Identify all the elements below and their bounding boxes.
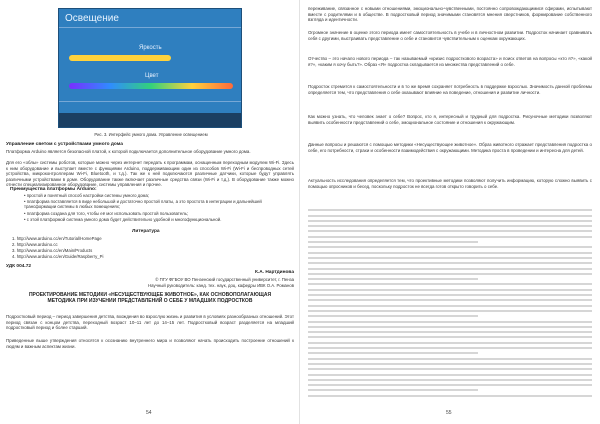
text-line bbox=[308, 278, 478, 280]
text-line bbox=[308, 358, 592, 360]
paragraph: Данные вопросы и решаются с помощью методики «Несуществующее животное». Образ животного отражает представления подростка о себе, его потребности, страхи и особенности взаимодействия с окружающими. Методика проста в проведении и интересна для детей. bbox=[308, 142, 592, 153]
platform-heading: Преимущества платформы Arduino: bbox=[10, 187, 97, 192]
lighting-interface-figure bbox=[58, 8, 242, 128]
reference-item: 4. http://www.arduino.cc/en/Guide/Raspberry_Pi bbox=[12, 254, 104, 259]
text-line bbox=[308, 374, 592, 376]
page-number: 55 bbox=[446, 410, 452, 416]
text-line bbox=[308, 305, 592, 307]
body-text-block bbox=[308, 206, 592, 400]
paragraph: Приведенные выше утверждения относятся к осознанию внутреннего мира и позволяют начать происходить построение отношений к людям и важным аспектам жизни. bbox=[6, 338, 294, 349]
affiliation: © ПГУ ФГБОУ ВО Пензенский государственный университет, г. Пенза bbox=[155, 277, 294, 282]
figure-footer bbox=[59, 113, 241, 127]
paragraph: Как можно узнать, что человек знает о себе? Вопрос, кто я, интересный и трудный для подростка. Рисуночные методики позволяют выявить особенности представлений о себе, эмоциональное состояние и отношения к окружающим. bbox=[308, 114, 592, 125]
paragraph: Подросток стремится к самостоятельности и в то же время сохраняет потребность в поддержке взрослых. Значимость данной проблемы определяется тем, что представления о себе оказывают влияние на поведение, отношения и развитие личности. bbox=[308, 84, 592, 95]
text-line bbox=[308, 241, 478, 243]
paragraph: Подростковый период – период завершения детства, вхождения во взрослую жизнь и развития в условиях разнообразных отношений. Этот период связан с концом детства, переходный возраст 10–11 лет до 14–15 лет. Подростковый возраст разделяется на младший подростковый период и более старший. bbox=[6, 314, 294, 330]
text-line bbox=[308, 326, 592, 328]
reference-item: 2. http://www.arduino.cc bbox=[12, 242, 58, 247]
paragraph: Отчество – это начало нового периода – так называемый «кризис подросткового возраста» и поиск ответов на вопросы «кто я?», «какой я?», «каким я хочу быть?». Образ «Я» подростка складывается из множества представлений о себе. bbox=[308, 56, 592, 67]
figure-divider bbox=[59, 101, 241, 102]
text-line bbox=[308, 384, 592, 386]
text-line bbox=[308, 230, 592, 232]
text-line bbox=[308, 225, 592, 227]
text-line bbox=[308, 352, 478, 354]
reference-item: 3. http://www.arduino.cc/en/Main/Products bbox=[12, 248, 93, 253]
text-line bbox=[308, 209, 592, 211]
paragraph: Для его «облы» системы роботов, которые можно через интернет передать к программам, оснащенным переходным модулем Wi-Fi. Здесь к ним оборудование и выступает вместе с функциями Arduino, поддерживающим один из способов Wi-Fi (Wi-Fi и беспроводных сетей устройства, микроконтроллерам Wi-Fi, Bluetooth, и т.д.). Так же к ней подключаются различные датчики, которые будут управлять различными устройствами в доме. Оборудование также включает различные средства связи (Wi-Fi и т.д.). В оборудование также можно отнести специализированное оборудование, системы управления и прочее. bbox=[6, 160, 294, 187]
text-line bbox=[308, 268, 592, 270]
text-line bbox=[308, 342, 592, 344]
text-line bbox=[308, 289, 592, 291]
author-name: К.А. Нартдинова bbox=[254, 270, 294, 275]
text-line bbox=[308, 363, 592, 365]
figure-caption: Рис. 3. Интерфейс умного дома. Управление освещением bbox=[94, 132, 208, 137]
list-item: • с этой платформой система умного дома будет действительно удобной и многофункциональной. bbox=[24, 217, 222, 222]
supervisor: Научный руководитель: канд. тех. наук, доц. кафедры ИВК О.А. Романов bbox=[148, 283, 294, 288]
paragraph: Огромное значение в оценке этого периода имеет самостоятельность в учебе и в личностном развитии. Подросток начинает сравнивать себя с другими, выстраивать представление о себе и становится чувствительным к оценкам окружающих. bbox=[308, 30, 592, 41]
figure-title: Освещение bbox=[65, 13, 119, 24]
text-line bbox=[308, 368, 592, 370]
figure-divider bbox=[59, 27, 241, 28]
text-line bbox=[308, 331, 592, 333]
page-number: 54 bbox=[146, 410, 152, 416]
brightness-label: Яркость bbox=[139, 45, 162, 51]
text-line bbox=[308, 294, 592, 296]
text-line bbox=[308, 395, 592, 397]
udk-code: УДК 004.72 bbox=[6, 264, 32, 269]
list-item: • простой и понятный способ настройки системы умного дома; bbox=[24, 193, 150, 198]
article-title: ПРОЕКТИРОВАНИЕ МЕТОДИКИ «НЕСУЩЕСТВУЮЩЕЕ ЖИВОТНОЕ», КАК ОСНОВОПОЛАГАЮЩАЯ МЕТОДИКА ПРИ ИЗУЧЕНИИ ПРЕДСТАВЛЕНИЙ О СЕБЕ У МЛАДШИХ ПОДРОСТКОВ bbox=[28, 292, 272, 304]
text-line bbox=[308, 257, 592, 259]
text-line bbox=[308, 215, 592, 217]
text-line bbox=[308, 379, 592, 381]
text-line bbox=[308, 336, 592, 338]
paragraph: переживание, связанное с новыми отношениями, эмоционально-чувственными, постоянно сопровождающимися сферами, испытывают вместе с родителями и в обществе. В подростковый период значимыми становятся мнения сверстников, формирование собственного взгляда и идентичности. bbox=[308, 6, 592, 22]
text-line bbox=[308, 283, 592, 285]
text-line bbox=[308, 315, 478, 317]
text-line bbox=[308, 321, 592, 323]
text-line bbox=[308, 347, 592, 349]
text-line bbox=[308, 236, 592, 238]
list-item: • платформа создана для того, чтобы её мог использовать простой пользователь; bbox=[24, 211, 189, 216]
text-line bbox=[308, 389, 478, 391]
color-slider[interactable] bbox=[69, 83, 233, 89]
right-page bbox=[300, 0, 600, 424]
literature-heading: Литература bbox=[132, 229, 160, 234]
paragraph: Платформа Arduino является безопасной платой, к которой подключается дополнительное оборудование умного дома. bbox=[6, 149, 251, 154]
brightness-slider[interactable] bbox=[69, 55, 171, 61]
text-line bbox=[308, 310, 592, 312]
text-line bbox=[308, 252, 592, 254]
text-line bbox=[308, 273, 592, 275]
text-line bbox=[308, 299, 592, 301]
section-heading: Управление светом с устройствами умного дома bbox=[6, 142, 123, 147]
paragraph: Актуальность исследования определяется тем, что проективные методики позволяют получить информацию, которую сложно выявить с помощью опросников и бесед, поскольку подросток не всегда готов открыто говорить о себе. bbox=[308, 178, 592, 189]
color-label: Цвет bbox=[145, 73, 159, 79]
reference-item: 1. http://www.arduino.cc/en/Tutorial/HomePage bbox=[12, 236, 102, 241]
text-line bbox=[308, 246, 592, 248]
list-item: • платформа поставляется в виде небольшой и достаточно простой платы, а это простота в интеграции и дальнейшей трансформации системы в любых помещениях; bbox=[24, 199, 262, 209]
text-line bbox=[308, 220, 592, 222]
text-line bbox=[308, 262, 592, 264]
